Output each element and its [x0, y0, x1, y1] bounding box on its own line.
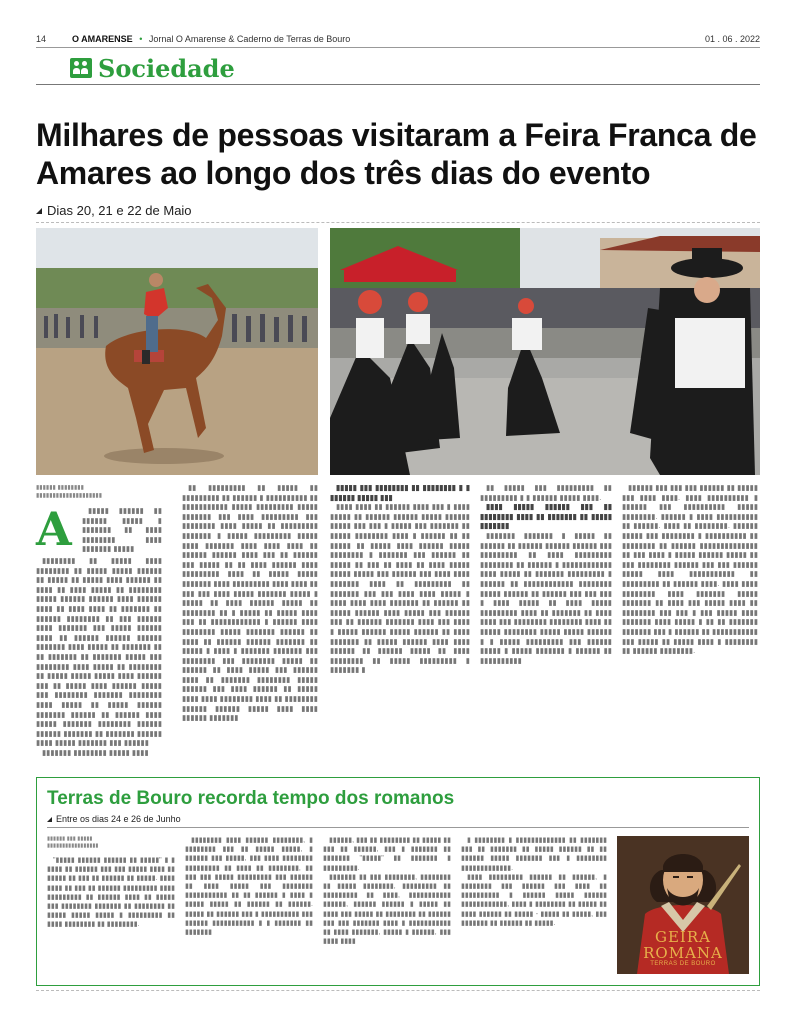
- people-icon: [70, 58, 92, 78]
- issue-date: 01 . 06 . 2022: [704, 34, 760, 44]
- poster-title-line-1: GEIRA: [655, 928, 711, 946]
- photo-credit: ▮▮▮▮▮▮ ▮▮▮▮▮▮▮▮ ▮▮▮▮▮▮▮▮▮▮▮▮▮▮▮▮▮▮▮▮: [36, 485, 103, 499]
- page-number: 14: [36, 34, 47, 44]
- box-subtitle-text: Entre os dias 24 e 26 de Junho: [56, 814, 181, 824]
- section-rule: [36, 84, 760, 85]
- publication-name: O AMARENSE: [72, 34, 133, 44]
- horse-rider-photo: [36, 228, 318, 475]
- box-subtitle: [47, 814, 181, 824]
- folk-dance-photo: [330, 228, 760, 475]
- article-subtitle-text: Dias 20, 21 e 22 de Maio: [47, 203, 192, 218]
- box-text-column-1: "▮▮▮▮▮ ▮▮▮▮▮▮ ▮▮▮▮▮▮ ▮▮ ▮▮▮▮▮" ▮ ▮ ▮▮▮▮ ▮▮ ▮▮▮▮▮▮ ▮▮▮ ▮▮▮ ▮▮▮▮▮ ▮▮▮▮ ▮▮ ▮▮▮▮▮ ▮▮ ▮▮▮ ▮▮ ▮▮▮▮▮▮ ▮▮ ▮▮▮▮▮. ▮▮▮▮ ▮▮▮▮ ▮▮ ▮▮▮ ▮▮ ▮▮▮▮▮▮ ▮▮▮▮▮▮▮▮▮ ▮▮▮▮ ▮▮▮▮▮▮▮▮▮ ▮▮ ▮▮▮▮▮▮ ▮▮▮▮ ▮▮ ▮▮▮▮▮ ▮▮▮ ▮▮▮▮▮▮▮▮ ▮▮▮▮▮▮▮ ▮▮ ▮▮▮▮▮▮▮▮ ▮▮ ▮▮▮▮▮ ▮▮▮▮▮ ▮▮▮▮▮ ▮ ▮▮▮▮▮▮▮▮▮ ▮▮ ▮▮▮▮ ▮▮▮▮▮▮▮▮ ▮▮ ▮▮▮▮▮▮▮▮.: [47, 857, 175, 929]
- article-subtitle: [36, 203, 192, 218]
- box-rule: [47, 827, 749, 828]
- section-label: Sociedade: [98, 53, 235, 83]
- poster-subtitle: TERRAS DE BOURO: [650, 961, 716, 967]
- divider: [36, 222, 760, 223]
- terras-de-bouro-box: [36, 777, 760, 986]
- article-headline: Milhares de pessoas visitaram a Feira Franca de Amares ao longo dos três dias do evento: [36, 117, 757, 191]
- publication-description: Jornal O Amarense & Caderno de Terras de Bouro: [148, 34, 351, 44]
- bottom-rule: [36, 990, 760, 991]
- roman-figure-illustration: [617, 836, 749, 974]
- article-text-column-4: ▮▮ ▮▮▮▮▮ ▮▮▮ ▮▮▮▮▮▮▮▮▮ ▮▮ ▮▮▮▮▮▮▮▮▮ ▮ ▮ ▮▮▮▮▮▮ ▮▮▮▮▮ ▮▮▮▮. ▮▮▮▮ ▮▮▮▮▮ ▮▮▮▮▮▮ ▮▮▮ ▮▮ ▮▮▮▮▮▮▮▮ ▮▮▮▮ ▮▮ ▮▮▮▮▮▮▮ ▮▮ ▮▮▮▮▮ ▮▮▮▮▮▮▮ ▮▮▮▮▮▮▮ ▮▮▮▮▮▮▮ ▮ ▮▮▮▮▮ ▮▮ ▮▮▮▮▮▮ ▮▮ ▮▮▮▮▮▮ ▮▮▮▮▮▮ ▮▮▮▮▮▮ ▮▮▮ ▮▮▮▮▮▮▮▮▮ ▮▮ ▮▮▮▮ ▮▮▮▮▮▮▮▮▮ ▮▮▮▮▮▮▮▮ ▮▮ ▮▮▮▮▮▮ ▮ ▮▮▮▮▮▮▮▮▮▮▮▮ ▮▮▮▮ ▮▮▮▮▮ ▮▮ ▮▮▮▮▮▮▮ ▮▮▮▮▮▮▮▮▮ ▮ ▮▮▮▮▮▮ ▮▮ ▮▮▮▮▮▮▮▮▮▮▮▮ ▮▮▮▮▮▮▮▮ ▮▮▮▮▮ ▮▮▮▮▮▮ ▮▮ ▮▮▮▮▮▮ ▮▮▮ ▮▮▮ ▮▮▮ ▮ ▮▮▮▮ ▮▮▮▮▮ ▮▮ ▮▮▮▮ ▮▮▮▮▮ ▮▮▮▮▮▮▮▮▮ ▮▮▮▮ ▮▮ ▮▮▮▮▮▮▮ ▮▮ ▮▮▮▮ ▮▮▮▮ ▮▮▮ ▮▮▮▮▮▮▮▮ ▮▮▮▮▮▮▮▮ ▮▮▮▮ ▮▮ ▮▮▮▮▮ ▮▮▮▮▮▮▮▮ ▮▮▮▮▮ ▮▮▮▮▮ ▮▮▮▮▮▮ ▮ ▮ ▮▮▮▮▮ ▮▮▮▮▮▮▮▮▮ ▮▮▮ ▮▮▮▮▮▮ ▮▮▮▮▮ ▮ ▮▮▮▮▮ ▮▮▮▮▮▮▮ ▮ ▮▮▮▮▮▮ ▮▮ ▮▮▮▮▮▮▮▮▮▮: [480, 483, 612, 665]
- drop-cap: A: [36, 502, 72, 556]
- article-text-column-3: ▮▮▮▮▮ ▮▮▮ ▮▮▮▮▮▮▮▮ ▮▮ ▮▮▮▮▮▮▮▮ ▮ ▮ ▮▮▮▮▮▮ ▮▮▮▮▮ ▮▮▮ ▮▮▮▮ ▮▮▮▮ ▮▮ ▮▮▮▮▮▮ ▮▮▮▮ ▮▮▮ ▮ ▮▮▮▮ ▮▮▮▮▮ ▮▮ ▮▮▮▮▮▮ ▮▮▮▮▮▮ ▮▮▮▮▮ ▮▮▮▮▮▮ ▮▮▮▮▮ ▮▮▮ ▮▮▮ ▮ ▮▮▮▮▮ ▮▮▮ ▮▮▮▮▮▮▮ ▮▮ ▮▮▮▮▮ ▮▮▮▮▮▮▮▮ ▮▮▮▮ ▮ ▮▮▮▮▮▮ ▮▮ ▮▮ ▮▮▮▮▮ ▮▮ ▮▮▮▮▮ ▮▮▮▮ ▮▮▮▮▮▮ ▮▮▮▮▮ ▮▮▮▮▮▮▮▮ ▮ ▮▮▮▮▮▮▮ ▮▮▮ ▮▮▮▮▮▮ ▮▮ ▮▮▮▮▮ ▮▮ ▮▮▮ ▮▮ ▮▮▮▮ ▮▮ ▮▮▮▮ ▮▮▮▮▮ ▮▮▮▮▮ ▮▮▮▮▮ ▮▮▮ ▮▮▮▮▮▮ ▮▮▮ ▮▮▮▮ ▮▮▮▮ ▮▮▮▮▮▮▮ ▮▮▮▮ ▮▮ ▮▮▮▮▮▮▮▮▮ ▮▮ ▮▮▮▮▮▮▮ ▮▮▮ ▮▮▮ ▮▮▮▮ ▮▮▮▮ ▮▮▮▮▮ ▮ ▮▮▮▮ ▮▮▮▮ ▮▮▮▮ ▮▮▮▮▮▮▮ ▮▮ ▮▮▮▮▮▮ ▮▮ ▮▮▮▮▮ ▮▮▮▮▮▮ ▮▮▮▮ ▮▮▮▮▮ ▮▮▮ ▮▮▮▮▮▮ ▮▮▮ ▮▮ ▮▮▮▮▮▮ ▮▮▮▮▮▮▮ ▮▮▮▮ ▮▮▮ ▮▮▮▮ ▮ ▮▮▮▮▮ ▮▮▮▮▮▮ ▮▮▮▮▮ ▮▮▮▮▮▮ ▮▮ ▮▮▮▮ ▮▮▮▮▮▮▮ ▮▮ ▮▮▮▮▮ ▮▮▮▮▮▮ ▮▮▮▮ ▮▮▮▮ ▮▮▮▮▮▮ ▮▮ ▮▮▮▮▮▮ ▮▮▮▮▮ ▮▮ ▮▮▮▮ ▮▮▮▮▮▮▮▮ ▮▮ ▮▮▮▮▮ ▮▮▮▮▮▮▮▮▮ ▮ ▮▮▮▮▮▮▮ ▮: [330, 483, 470, 675]
- article-text-column-2: ▮▮ ▮▮▮▮▮▮▮▮▮ ▮▮ ▮▮▮▮▮ ▮▮ ▮▮▮▮▮▮▮▮▮ ▮▮ ▮▮▮▮▮▮ ▮ ▮▮▮▮▮▮▮▮▮▮ ▮▮ ▮▮▮▮▮▮▮▮▮▮▮ ▮▮▮▮▮ ▮▮▮▮▮▮▮▮▮ ▮▮▮▮▮ ▮▮▮▮▮▮▮ ▮▮▮ ▮▮▮▮ ▮▮▮▮▮▮▮▮▮ ▮▮▮ ▮▮▮▮▮▮▮▮ ▮▮▮▮ ▮▮▮▮▮ ▮▮ ▮▮▮▮▮▮▮▮▮ ▮▮▮▮▮▮▮ ▮ ▮▮▮▮▮ ▮▮▮▮▮▮▮▮▮ ▮▮▮▮▮ ▮▮▮▮ ▮▮▮▮▮▮▮ ▮▮▮▮ ▮▮▮▮ ▮▮▮▮ ▮▮ ▮▮▮▮▮▮ ▮▮▮▮▮▮ ▮▮▮▮ ▮▮▮ ▮▮ ▮▮▮▮▮▮ ▮▮▮ ▮▮▮▮▮ ▮▮ ▮▮ ▮▮▮▮ ▮▮▮▮▮▮ ▮▮▮▮ ▮▮▮▮▮▮▮▮▮ ▮▮▮▮ ▮▮ ▮▮▮▮▮ ▮▮▮▮▮ ▮▮▮▮▮▮▮ ▮▮▮▮ ▮▮▮▮▮▮▮▮▮ ▮▮▮▮ ▮▮▮▮ ▮▮ ▮▮▮ ▮▮▮ ▮▮▮▮ ▮▮▮▮▮ ▮▮▮▮▮▮▮ ▮▮▮▮▮ ▮ ▮▮▮▮▮ ▮▮ ▮▮▮▮ ▮▮▮▮▮▮ ▮▮▮▮▮ ▮▮ ▮▮▮▮▮▮▮▮ ▮▮ ▮ ▮▮▮▮▮ ▮▮ ▮▮▮▮▮ ▮▮▮▮ ▮▮▮ ▮▮ ▮▮▮▮▮▮▮▮▮▮▮▮ ▮ ▮▮▮▮▮▮ ▮▮▮▮ ▮▮▮▮▮▮▮▮ ▮▮▮▮▮ ▮▮▮▮▮▮▮ ▮▮▮▮▮▮ ▮▮ ▮▮▮▮ ▮▮ ▮▮▮▮▮▮ ▮▮▮▮▮▮ ▮▮▮▮▮▮▮ ▮▮ ▮▮▮▮▮ ▮ ▮▮▮▮ ▮ ▮▮▮▮▮▮▮ ▮▮▮▮▮▮▮ ▮▮▮ ▮▮▮▮▮▮▮▮ ▮▮▮ ▮▮▮▮▮▮▮▮ ▮▮▮▮▮ ▮▮ ▮▮▮▮▮▮ ▮▮ ▮▮▮▮ ▮▮▮▮▮ ▮▮▮ ▮▮▮▮▮▮ ▮▮▮▮ ▮▮ ▮▮▮▮▮▮▮ ▮▮▮▮▮▮▮▮ ▮▮▮▮▮ ▮▮▮▮▮▮ ▮▮▮ ▮▮▮▮ ▮▮▮▮▮▮ ▮▮ ▮▮▮▮▮ ▮▮▮▮ ▮▮▮▮ ▮▮▮▮▮▮▮▮ ▮▮▮▮ ▮▮ ▮▮▮▮▮▮▮▮ ▮▮▮▮▮▮ ▮▮▮▮▮▮ ▮▮▮▮▮ ▮▮▮▮ ▮▮▮▮ ▮▮▮▮▮▮ ▮▮▮▮▮▮▮: [182, 483, 318, 723]
- page-header: [36, 34, 760, 48]
- box-text-column-2: ▮▮▮▮▮▮▮▮ ▮▮▮▮ ▮▮▮▮▮▮ ▮▮▮▮▮▮▮▮, ▮ ▮▮▮▮▮▮▮▮ ▮▮▮ ▮▮ ▮▮▮▮▮ ▮▮▮▮▮, ▮ ▮▮▮▮▮▮ ▮▮▮ ▮▮▮▮▮, ▮▮▮ ▮▮▮▮ ▮▮▮▮▮▮▮▮ ▮▮▮▮▮▮▮▮▮ ▮▮ ▮▮▮▮ ▮▮ ▮▮▮▮▮▮▮▮, ▮▮ ▮▮▮ ▮▮▮ ▮▮▮▮▮ ▮▮▮▮▮▮▮▮▮ ▮▮▮ ▮▮▮▮▮▮ ▮▮ ▮▮▮▮ ▮▮▮▮▮ ▮▮▮ ▮▮▮▮▮▮▮▮ ▮▮▮▮▮▮▮▮▮▮▮ ▮▮ ▮▮ ▮▮▮▮▮▮ ▮ ▮▮▮▮ ▮ ▮▮▮▮▮ ▮▮▮▮▮ ▮▮ ▮▮▮▮▮▮ ▮▮ ▮▮▮▮▮▮. ▮▮▮▮▮ ▮▮ ▮▮▮▮▮▮ ▮▮▮ ▮ ▮▮▮▮▮▮▮▮▮▮ ▮▮▮ ▮▮▮▮▮▮ ▮▮▮▮▮▮▮▮▮▮▮ ▮ ▮ ▮▮▮▮▮▮▮ ▮▮ ▮▮▮▮▮▮▮: [185, 837, 313, 937]
- section-header: [70, 54, 235, 82]
- publication-line: [72, 34, 350, 44]
- box-photo-credit: ▮▮▮▮▮▮ ▮▮▮ ▮▮▮▮▮ ▮▮▮▮▮▮▮▮▮▮▮▮▮▮▮▮▮: [47, 836, 99, 849]
- box-text-column-3: ▮▮▮▮▮▮, ▮▮▮ ▮▮ ▮▮▮▮▮▮▮▮ ▮▮ ▮▮▮▮▮ ▮▮ ▮▮▮ ▮▮ ▮▮▮▮▮▮, ▮▮▮ ▮ ▮▮▮▮▮▮▮ ▮▮ ▮▮▮▮▮▮▮ "▮▮▮▮▮" ▮▮ ▮▮▮▮▮▮▮ ▮ ▮▮▮▮▮▮▮▮▮. ▮▮▮▮▮▮▮ ▮▮ ▮▮▮ ▮▮▮▮▮▮▮▮, ▮▮▮▮▮▮▮▮ ▮▮ ▮▮▮▮▮ ▮▮▮▮▮▮▮▮, ▮▮▮▮▮▮▮▮▮ ▮▮ ▮▮▮▮▮▮▮▮▮ ▮▮ ▮▮▮▮, ▮▮▮▮▮▮▮▮▮▮▮ ▮▮▮▮▮▮, ▮▮▮▮▮▮ ▮▮▮▮▮▮ ▮ ▮▮▮▮▮ ▮▮ ▮▮▮▮ ▮▮▮ ▮▮▮▮▮ ▮▮ ▮▮▮▮▮▮▮▮ ▮▮ ▮▮▮▮▮▮ ▮▮▮ ▮▮▮ ▮▮▮▮▮▮▮ ▮▮▮▮ ▮ ▮▮▮▮▮▮▮▮▮▮▮ ▮▮ ▮▮▮▮ ▮▮▮▮▮▮▮, ▮▮▮▮▮ ▮ ▮▮▮▮▮▮, ▮▮▮ ▮▮▮▮ ▮▮▮▮: [323, 837, 451, 946]
- poster-title-line-2: ROMANA: [643, 944, 723, 962]
- separator-dot: •: [139, 34, 143, 44]
- triangle-bullet-icon: [36, 208, 42, 214]
- header-rule: [36, 47, 760, 48]
- article-text-column-1: ▮▮▮▮▮▮▮▮ ▮▮ ▮▮▮▮▮ ▮▮▮▮ ▮▮▮▮▮▮▮▮ ▮▮ ▮▮▮▮▮ ▮▮▮▮▮ ▮▮▮▮▮▮ ▮▮ ▮▮▮▮▮ ▮▮ ▮▮▮▮▮ ▮▮▮▮ ▮▮▮▮▮▮ ▮▮ ▮▮▮▮ ▮▮ ▮▮▮▮ ▮▮▮▮▮ ▮▮ ▮▮▮▮▮▮▮▮ ▮▮▮▮▮ ▮▮▮▮▮▮ ▮▮▮▮▮▮ ▮▮▮▮ ▮▮▮▮▮▮ ▮▮▮▮ ▮▮ ▮▮▮▮ ▮▮▮▮ ▮▮ ▮▮▮▮▮▮▮ ▮▮ ▮▮▮▮▮▮ ▮▮▮▮▮▮▮▮ ▮▮ ▮▮▮ ▮▮▮▮▮▮ ▮▮▮▮ ▮▮▮▮▮▮▮ ▮▮▮ ▮▮▮▮▮ ▮▮▮▮▮▮ ▮▮▮▮ ▮▮ ▮▮▮▮▮▮ ▮▮▮▮▮▮ ▮▮▮▮▮▮ ▮▮▮▮▮▮▮ ▮▮▮▮ ▮▮▮▮▮ ▮▮ ▮▮▮▮▮▮▮ ▮▮ ▮▮ ▮▮▮▮▮▮▮ ▮▮ ▮▮▮▮▮▮▮ ▮▮▮▮▮ ▮▮▮ ▮▮▮▮▮▮▮▮ ▮▮▮▮ ▮▮▮▮▮ ▮▮ ▮▮▮▮▮▮▮▮ ▮▮ ▮▮▮▮▮ ▮▮▮▮▮ ▮▮▮▮▮ ▮▮▮▮ ▮▮▮▮▮▮ ▮▮▮ ▮▮ ▮▮▮▮▮ ▮▮▮▮ ▮▮▮▮▮▮ ▮▮▮▮▮ ▮▮▮ ▮▮▮▮▮▮▮▮ ▮▮▮▮▮▮▮ ▮▮▮▮▮▮▮▮ ▮▮▮▮ ▮▮▮▮▮ ▮▮ ▮▮▮▮▮ ▮▮▮▮▮▮ ▮▮▮▮▮▮▮ ▮▮▮▮▮▮ ▮▮ ▮▮▮▮▮▮ ▮▮▮▮ ▮▮▮▮▮ ▮▮▮▮▮▮▮ ▮▮▮▮▮▮▮▮ ▮▮▮▮▮▮ ▮▮▮▮▮▮ ▮▮▮▮▮▮▮ ▮▮ ▮▮▮▮▮▮▮ ▮▮▮▮▮▮ ▮▮▮▮ ▮▮▮▮▮ ▮▮▮▮▮▮▮ ▮▮▮ ▮▮▮▮▮▮ ▮▮▮▮▮▮▮ ▮▮▮▮▮▮▮▮ ▮▮▮▮▮ ▮▮▮▮: [36, 556, 162, 757]
- article-text-column-5: ▮▮▮▮▮▮ ▮▮▮ ▮▮▮ ▮▮▮ ▮▮▮▮▮▮ ▮▮ ▮▮▮▮▮ ▮▮▮ ▮▮▮▮ ▮▮▮▮. ▮▮▮▮ ▮▮▮▮▮▮▮▮▮▮ ▮ ▮▮▮▮▮▮ ▮▮▮ ▮▮▮▮▮▮▮▮▮▮ ▮▮▮▮▮ ▮▮▮▮▮▮▮▮. ▮▮▮▮▮▮ ▮ ▮▮▮▮ ▮▮▮▮▮▮▮▮▮▮ ▮▮ ▮▮▮▮▮▮. ▮▮▮▮ ▮▮ ▮▮▮▮▮▮▮▮. ▮▮▮▮▮▮ ▮▮▮▮▮ ▮▮▮ ▮▮▮▮▮▮▮▮ ▮ ▮▮▮▮▮▮▮▮▮▮ ▮▮ ▮▮▮▮▮▮▮▮ ▮▮ ▮▮▮▮▮▮ ▮▮▮▮▮▮▮▮▮▮▮▮▮▮ ▮▮ ▮▮▮ ▮▮▮▮ ▮ ▮▮▮▮▮ ▮▮▮▮▮▮ ▮▮▮▮▮ ▮▮ ▮▮▮ ▮▮▮▮▮▮▮▮ ▮▮▮▮▮▮ ▮▮▮ ▮▮▮ ▮▮▮▮▮▮ ▮▮▮▮▮ ▮▮▮▮ ▮▮▮▮▮▮▮▮▮▮▮ ▮▮ ▮▮▮▮▮▮▮▮▮ ▮▮ ▮▮▮▮▮▮ ▮▮▮▮. ▮▮▮▮ ▮▮▮▮ ▮▮▮▮▮▮▮▮ ▮▮▮▮ ▮▮▮▮▮▮▮ ▮▮▮▮▮ ▮▮▮▮▮▮▮ ▮▮ ▮▮▮▮ ▮▮▮ ▮▮▮▮▮ ▮▮▮▮ ▮▮ ▮▮▮▮▮▮▮▮ ▮▮▮ ▮▮▮ ▮ ▮▮▮ ▮▮▮▮▮ ▮▮▮▮ ▮▮▮▮▮▮▮ ▮▮▮▮ ▮▮▮▮▮ ▮ ▮▮ ▮▮ ▮▮▮▮▮▮▮ ▮▮▮▮▮▮▮ ▮▮▮ ▮ ▮▮▮▮▮▮ ▮▮ ▮▮▮▮▮▮▮▮▮▮▮ ▮▮▮ ▮▮▮▮▮ ▮▮ ▮▮▮▮▮ ▮▮▮▮ ▮ ▮▮▮▮▮▮▮▮ ▮▮ ▮▮▮▮▮▮ ▮▮▮▮▮▮▮▮.: [622, 483, 758, 656]
- box-title: Terras de Bouro recorda tempo dos romanos: [47, 788, 455, 809]
- box-text-column-4: ▮ ▮▮▮▮▮▮▮▮ ▮ ▮▮▮▮▮▮▮▮▮▮▮▮▮ ▮▮ ▮▮▮▮▮▮▮ ▮▮▮ ▮▮ ▮▮▮▮▮▮▮ ▮▮ ▮▮▮▮▮ ▮▮▮▮▮▮ ▮▮ ▮▮ ▮▮▮▮▮▮ ▮▮▮▮▮ ▮▮▮▮▮▮▮ ▮▮▮ ▮ ▮▮▮▮▮▮▮▮ ▮▮▮▮▮▮▮▮▮▮▮▮▮. ▮▮▮▮ ▮▮▮▮▮▮▮▮▮ ▮▮▮▮▮▮ ▮▮ ▮▮▮▮▮▮, ▮ ▮▮▮▮▮▮▮▮ ▮▮▮ ▮▮▮▮▮▮ ▮▮▮ ▮▮▮▮ ▮▮ ▮▮▮▮▮▮▮▮▮▮ ▮ ▮▮▮▮▮▮ ▮▮▮▮▮ ▮▮▮▮▮▮ ▮▮▮▮▮▮▮▮▮▮▮▮, ▮▮▮▮ ▮ ▮▮▮▮▮▮▮▮ ▮▮ ▮▮▮▮▮ ▮▮ ▮▮▮▮ ▮▮▮▮▮▮ ▮▮ ▮▮▮▮▮ - ▮▮▮▮▮ ▮▮ ▮▮▮▮▮, ▮▮▮ ▮▮▮▮▮▮▮ ▮▮ ▮▮▮▮▮▮ ▮▮ ▮▮▮▮▮.: [461, 837, 607, 927]
- triangle-bullet-icon: [47, 817, 52, 822]
- article-text-column-1a: ▮▮▮▮▮ ▮▮▮▮▮▮ ▮▮ ▮▮▮▮▮▮ ▮▮▮▮▮ ▮ ▮▮▮▮▮▮▮ ▮▮ ▮▮▮▮ ▮▮▮▮▮▮▮▮ ▮▮▮▮ ▮▮▮▮▮▮▮ ▮▮▮▮▮: [82, 506, 162, 554]
